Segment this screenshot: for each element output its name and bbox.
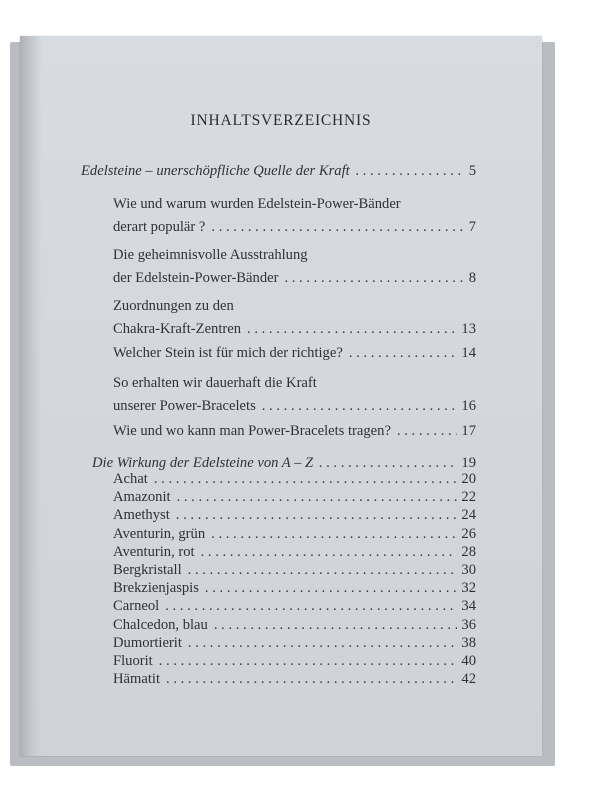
toc-subsection (113, 342, 476, 365)
dot-leader (199, 579, 457, 597)
toc-stone-name: Aventurin, grün (113, 525, 206, 542)
toc-stone-name: Bergkristall (113, 562, 182, 579)
dot-leader (343, 342, 458, 365)
dot-leader (195, 543, 458, 561)
toc-stone-item (113, 634, 476, 652)
book-page (20, 36, 542, 756)
toc-section-edelsteine (81, 160, 476, 183)
toc-stone-name: Amazonit (113, 489, 171, 506)
toc-subsection-line: Die geheimnisvolle Ausstrahlung (113, 247, 308, 263)
toc-page-number: 5 (468, 163, 476, 179)
toc-heading: INHALTSVERZEICHNIS (190, 112, 372, 129)
toc-page-number: 34 (461, 598, 476, 615)
toc-stone-name: Carneol (113, 598, 160, 615)
toc-page-number: 24 (461, 507, 476, 524)
toc-stone-name: Achat (113, 471, 148, 487)
dot-leader (278, 267, 464, 290)
dot-leader (208, 616, 458, 634)
dot-leader (182, 634, 458, 652)
dot-leader (205, 525, 457, 543)
toc-stone-item (113, 506, 476, 524)
toc-section-title: Die Wirkung der Edelsteine von A – Z (92, 455, 314, 471)
dot-leader (205, 216, 464, 239)
toc-page-number: 7 (468, 219, 476, 235)
toc-page-number: 14 (461, 345, 476, 361)
toc-stone-name: Hämatit (113, 671, 161, 688)
toc-page-number: 19 (461, 455, 476, 471)
toc-subsection (113, 372, 476, 418)
toc-page-number: 16 (461, 398, 476, 414)
toc-page-number: 30 (461, 562, 476, 579)
toc-subsection-title: der Edelstein-Power-Bänder (113, 270, 279, 286)
dot-leader (256, 395, 458, 418)
toc-page-number: 40 (461, 653, 476, 670)
toc-subsection (113, 420, 476, 443)
toc-stone-name: Chalcedon, blau (113, 616, 208, 633)
toc-page-number: 17 (461, 423, 476, 439)
toc-stone-item (113, 670, 476, 688)
dot-leader (241, 318, 457, 341)
toc-stone-name: Brekzienjaspis (113, 580, 199, 597)
toc-page-number: 26 (461, 525, 476, 542)
toc-stone-item (113, 616, 476, 634)
toc-stone-name: Aventurin, rot (113, 543, 195, 560)
dot-leader (391, 420, 457, 443)
toc-page-number: 22 (461, 489, 476, 506)
toc-page-number: 36 (461, 616, 476, 633)
toc-page-number: 13 (461, 321, 476, 337)
toc-subsection-line: Wie und warum wurden Edelstein-Power-Bänder (113, 196, 401, 212)
dot-leader (160, 670, 457, 688)
toc-stone-name: Fluorit (113, 653, 153, 670)
toc-stone-item (113, 488, 476, 506)
toc-subsection-title: derart populär ? (113, 219, 206, 235)
toc-subsection (113, 193, 476, 239)
toc-page-number: 32 (461, 580, 476, 597)
dot-leader (171, 488, 458, 506)
toc-stone-item (113, 525, 476, 543)
toc-stone-list (113, 470, 476, 688)
toc-page-number: 20 (461, 471, 476, 487)
toc-subsection-line: So erhalten wir dauerhaft die Kraft (113, 375, 317, 391)
dot-leader (148, 470, 458, 488)
toc-stone-item (113, 561, 476, 579)
toc-stone-name: Amethyst (113, 507, 170, 524)
dot-leader (170, 506, 458, 524)
toc-subsection-line: Zuordnungen zu den (113, 298, 234, 314)
toc-subsection-title: Welcher Stein ist für mich der richtige? (113, 345, 343, 361)
dot-leader (153, 652, 458, 670)
dot-leader (159, 597, 457, 615)
toc-subsection (113, 244, 476, 290)
toc-subsection-title: unserer Power-Bracelets (113, 398, 256, 414)
toc-page-number: 42 (461, 671, 476, 688)
toc-stone-item (113, 543, 476, 561)
toc-stone-name: Dumortierit (113, 634, 182, 651)
toc-stone-item (113, 470, 476, 488)
toc-page-number: 38 (461, 634, 476, 651)
toc-section-title: Edelsteine – unerschöpfliche Quelle der Kraft (81, 163, 350, 179)
toc-stone-item (113, 597, 476, 615)
dot-leader (350, 160, 465, 183)
toc-stone-item (113, 652, 476, 670)
toc-subsection-title: Chakra-Kraft-Zentren (113, 321, 242, 337)
toc-page-number: 28 (461, 543, 476, 560)
toc-subsection (113, 295, 476, 341)
toc-subsection-title: Wie und wo kann man Power-Bracelets tragen? (113, 423, 391, 439)
toc-page-number: 8 (468, 270, 476, 286)
dot-leader (182, 561, 458, 579)
toc-stone-item (113, 579, 476, 597)
